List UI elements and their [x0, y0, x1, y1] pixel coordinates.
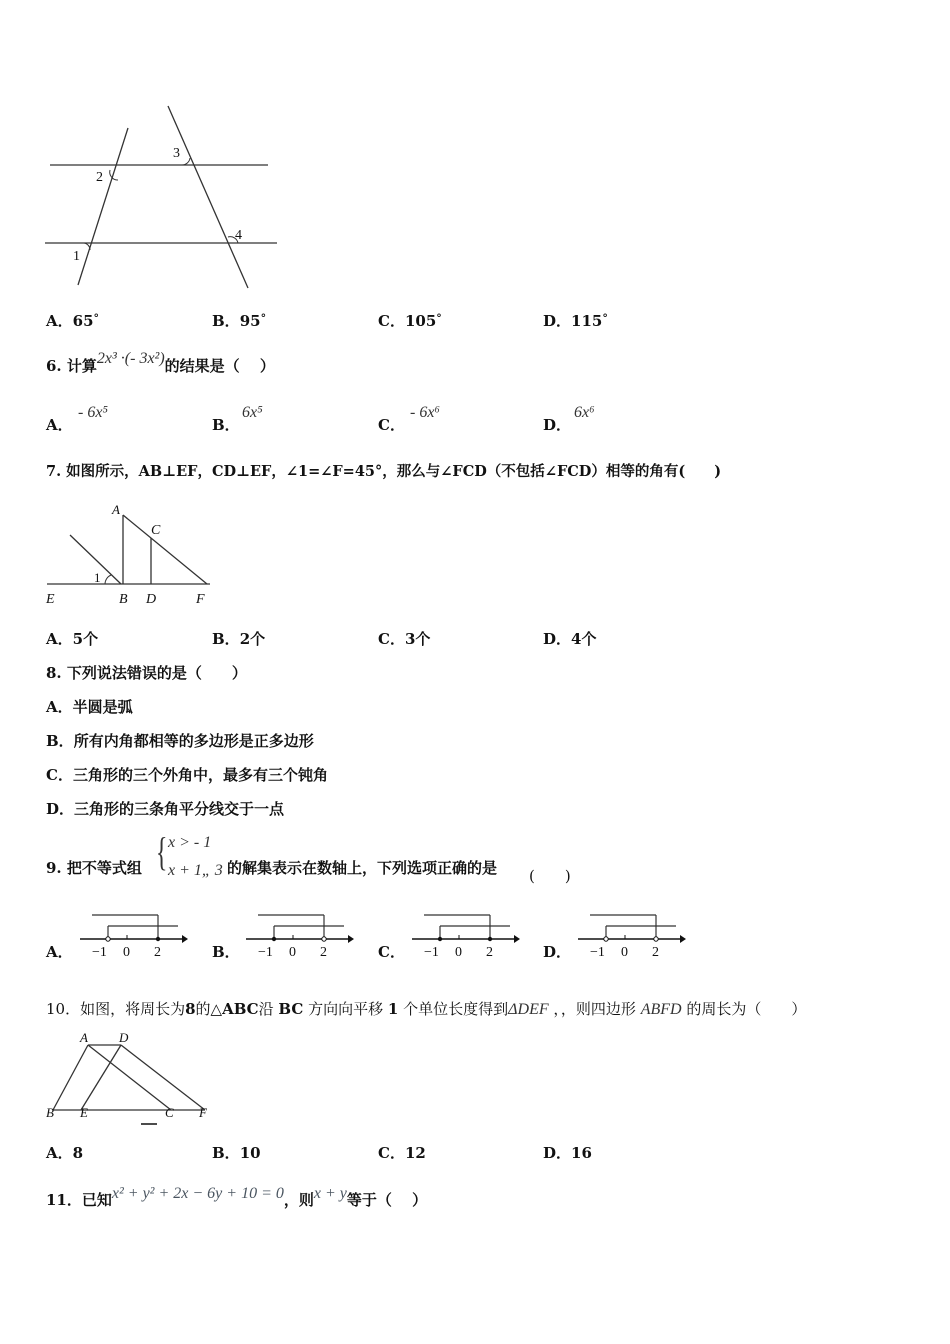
q7-label-a: A [112, 502, 120, 517]
q8-stem: 8. 下列说法错误的是（ ） [46, 664, 247, 682]
q6-option-b-value: 6x⁵ [242, 404, 263, 421]
q7-label-1: 1 [94, 570, 101, 585]
q6-expression: 2x³ ·(- 3x²) [96, 350, 165, 367]
q9-c-label-neg1: −1 [424, 945, 439, 960]
q7-label-d: D [146, 592, 157, 607]
q9-inequality-1: x > - 1 [168, 834, 212, 851]
q6-option-a[interactable]: A． [46, 416, 73, 434]
q7-label-f: F [196, 592, 205, 607]
q5-option-b[interactable]: B．95° [212, 312, 267, 330]
q10-translation-figure [45, 1030, 215, 1130]
q8-option-d[interactable]: D．三角形的三条角平分线交于一点 [46, 800, 285, 818]
q9-d-label-2: 2 [652, 945, 659, 960]
q9-option-c-number-line [402, 905, 522, 965]
q9-paren: ( ) [529, 867, 571, 885]
q5-label-2: 2 [96, 170, 103, 185]
q9-option-b-number-line [236, 905, 356, 965]
q6-option-d-value: 6x⁶ [574, 404, 595, 421]
q10-label-e: E [80, 1105, 88, 1120]
q6-option-a-value: - 6x⁵ [78, 404, 108, 421]
q5-option-c[interactable]: C．105° [378, 312, 442, 330]
q6-option-c-value: - 6x⁶ [410, 404, 440, 421]
q6-option-c[interactable]: C． [378, 416, 405, 434]
q10-option-c[interactable]: C．12 [378, 1144, 426, 1162]
q11-expression: x + y [313, 1185, 347, 1202]
q9-option-d-number-line [568, 905, 688, 965]
q7-stem: 7. 如图所示，AB⊥EF，CD⊥EF，∠1=∠F=45°，那么与∠FCD（不包括∠FCD）相等的角有( ) [46, 463, 722, 480]
q9-d-label-0: 0 [621, 945, 628, 960]
q7-option-b[interactable]: B．2个 [212, 630, 266, 648]
q10-label-a: A [80, 1030, 88, 1045]
q9-b-label-2: 2 [320, 945, 327, 960]
q7-option-a[interactable]: A．5个 [46, 630, 99, 648]
q9-option-d[interactable]: D． [543, 943, 572, 961]
q9-option-a-number-line [70, 905, 190, 965]
q10-label-c: C [165, 1105, 174, 1120]
q11-equation: x² + y² + 2x − 6y + 10 = 0 [111, 1185, 284, 1202]
q10-stem: 10．如图，将周长为8的△ABC沿 BC 方向向平移 1 个单位长度得到ΔDEF ，，则四边形 ABFD 的周长为（ ） [46, 1000, 807, 1018]
q9-a-label-2: 2 [154, 945, 161, 960]
q9-b-label-0: 0 [289, 945, 296, 960]
q9-a-label-neg1: −1 [92, 945, 107, 960]
q7-option-d[interactable]: D．4个 [543, 630, 597, 648]
q6-stem: 6. 计算2x³ ·(- 3x²)的结果是（ ） [46, 350, 275, 375]
q9-c-label-2: 2 [486, 945, 493, 960]
q7-label-c: C [151, 523, 161, 538]
q11-stem: 11．已知x² + y² + 2x − 6y + 10 = 0，则x + y等于（ ） [46, 1185, 428, 1209]
q10-label-d: D [119, 1030, 129, 1045]
q7-label-b: B [119, 592, 128, 607]
q10-option-d[interactable]: D．16 [543, 1144, 592, 1162]
q8-option-c[interactable]: C．三角形的三个外角中，最多有三个钝角 [46, 766, 328, 784]
q9-stem-prefix: 9. 把不等式组 [46, 859, 142, 877]
q9-c-label-0: 0 [455, 945, 462, 960]
q5-parallel-lines-figure [40, 100, 290, 300]
q9-option-c[interactable]: C． [378, 943, 405, 961]
q9-option-a[interactable]: A． [46, 943, 73, 961]
q10-option-b[interactable]: B．10 [212, 1144, 261, 1162]
q5-option-d[interactable]: D．115° [543, 312, 608, 330]
q10-label-b: B [46, 1105, 54, 1120]
q5-label-3: 3 [173, 146, 180, 161]
q9-a-label-0: 0 [123, 945, 130, 960]
q9-option-b[interactable]: B． [212, 943, 240, 961]
q9-inequality-2: x + 1„ 3 [168, 862, 223, 879]
q9-d-label-neg1: −1 [590, 945, 605, 960]
q9-stem-suffix: 的解集表示在数轴上，下列选项正确的是 [227, 859, 498, 877]
q10-option-a[interactable]: A．8 [46, 1144, 84, 1162]
q5-option-a[interactable]: A．65° [46, 312, 100, 330]
q6-option-b[interactable]: B． [212, 416, 240, 434]
q7-label-e: E [46, 592, 55, 607]
q5-label-4: 4 [235, 228, 242, 243]
q8-option-a[interactable]: A．半圆是弧 [46, 698, 133, 716]
q5-label-1: 1 [73, 249, 80, 264]
q8-option-b[interactable]: B．所有内角都相等的多边形是正多边形 [46, 732, 314, 750]
q7-option-c[interactable]: C．3个 [378, 630, 431, 648]
q10-label-f: F [199, 1105, 207, 1120]
q6-option-d[interactable]: D． [543, 416, 572, 434]
q9-b-label-neg1: −1 [258, 945, 273, 960]
q9-brace: { [155, 829, 168, 874]
